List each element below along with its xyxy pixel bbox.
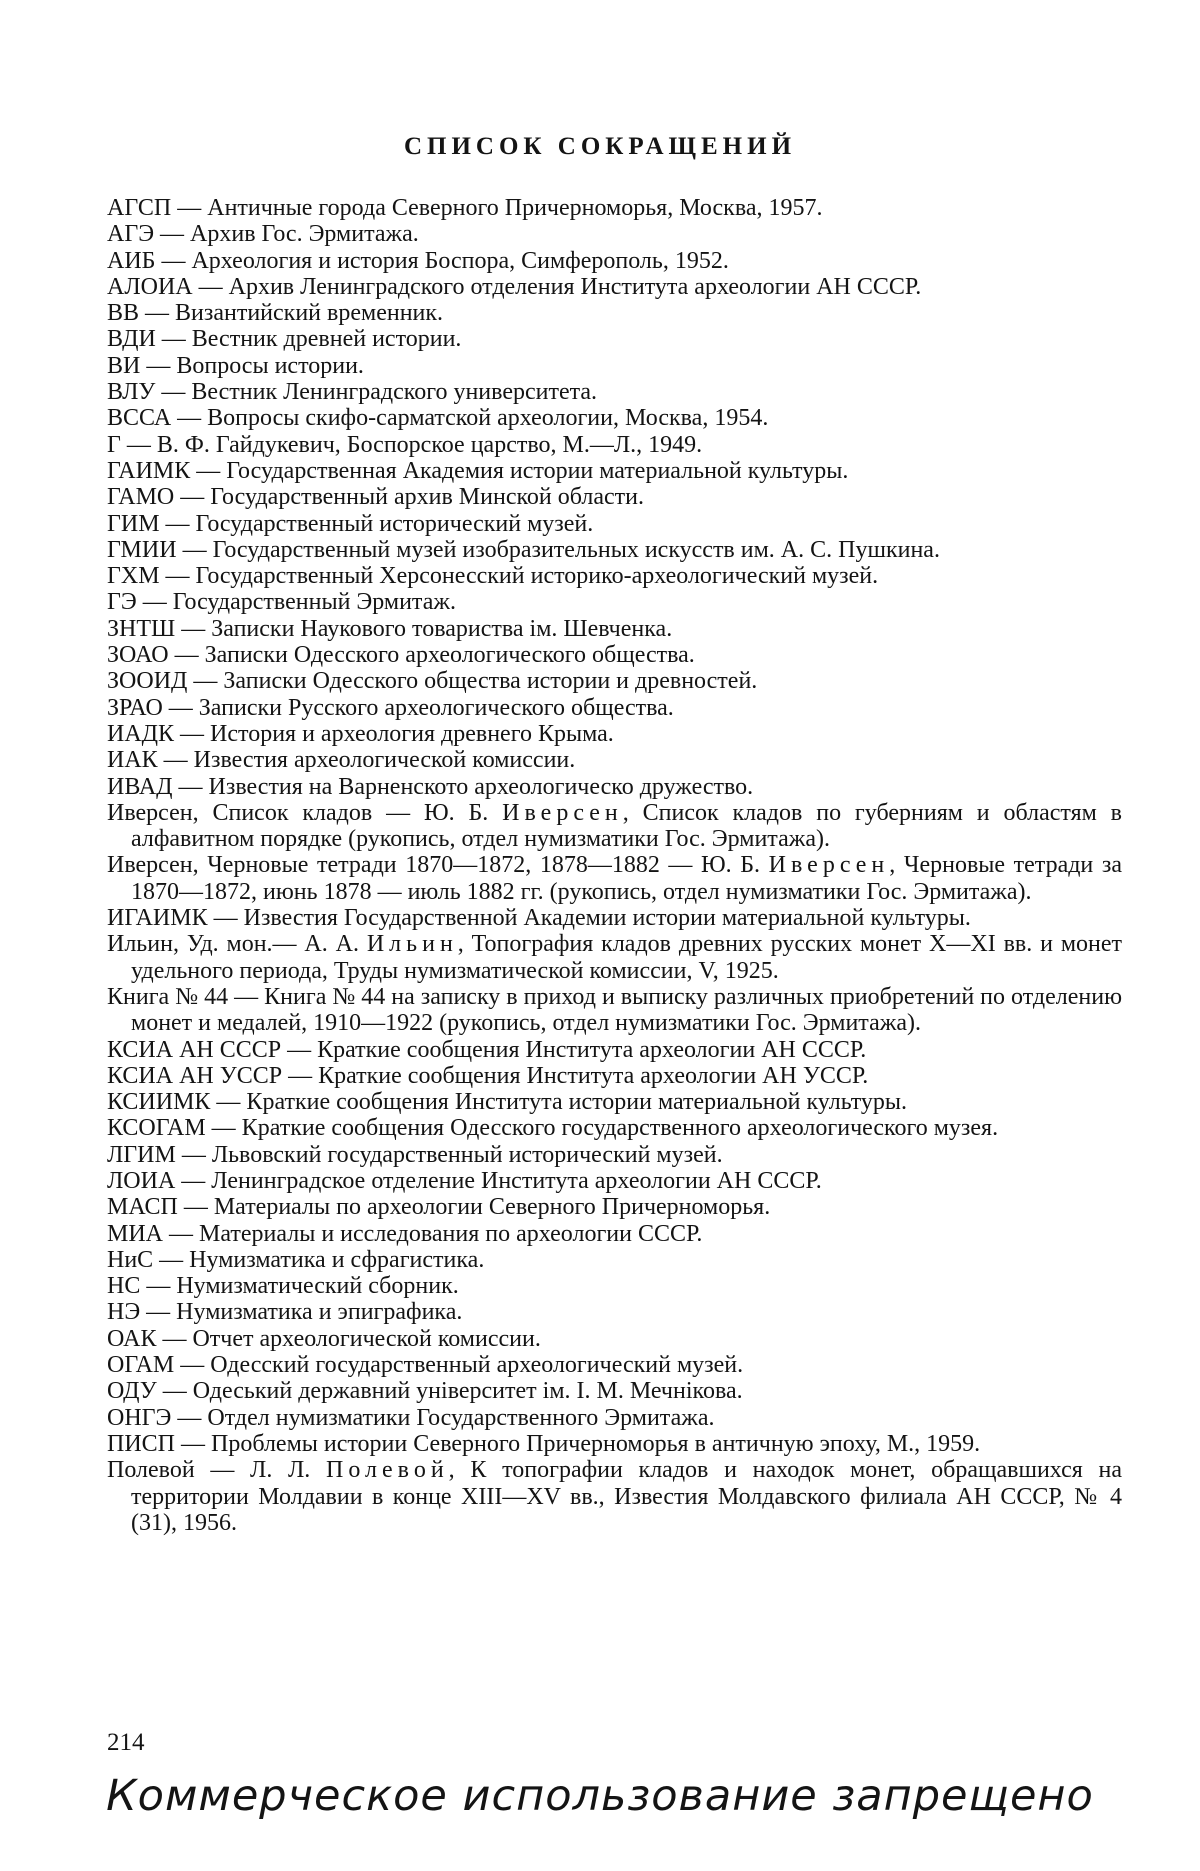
entry-text: ВИ — Вопросы истории. [107,353,364,379]
abbreviation-entry [107,1221,1122,1247]
entry-text: ЗНТШ — Записки Наукового товариства ім. Шевченка. [107,616,672,642]
abbreviation-entry [107,1037,1122,1063]
abbreviation-entry [107,1089,1122,1115]
entry-text: ИАДК — История и археология древнего Крыма. [107,721,614,747]
entry-text: ИАК — Известия археологической комиссии. [107,747,575,773]
abbreviation-entry [107,616,1122,642]
entry-text: НиС — Нумизматика и сфрагистика. [107,1247,484,1273]
entry-text: ГИМ — Государственный исторический музей. [107,511,593,537]
abbreviation-entry [107,537,1122,563]
abbreviation-entry [107,484,1122,510]
abbreviation-entry [107,1431,1122,1457]
entry-text-continued: , Черновые тетради за 1870—1872, июнь 1878 — июль 1882 гг. (рукопись, отдел нумизматики Гос. Эрмитажа). [131,852,1122,904]
abbreviation-entry [107,1063,1122,1089]
abbreviation-entry [107,589,1122,615]
entry-author-name: Ильин [367,931,458,957]
entry-text-continued: , Топография кладов древних русских монет X—XI вв. и монет удельного периода, Труды нумизматической комиссии, V, 1925. [131,931,1122,983]
abbreviation-entry [107,1457,1122,1536]
entry-text: ГАМО — Государственный архив Минской области. [107,484,644,510]
entry-text: ПИСП — Проблемы истории Северного Причерноморья в античную эпоху, М., 1959. [107,1431,980,1457]
entry-author-name: Иверсен [502,800,623,826]
entry-text-continued: , К топографии кладов и находок монет, обращавшихся на территории Молдавии в конце XIII—XV вв., Известия Молдавского филиала АН СССР, № 4 (31), 1956. [131,1457,1122,1536]
abbreviation-entry [107,642,1122,668]
entry-text: ОАК — Отчет археологической комиссии. [107,1326,541,1352]
entry-text: ЛОИА — Ленинградское отделение Института археологии АН СССР. [107,1168,822,1194]
abbreviation-entry [107,905,1122,931]
abbreviation-entry [107,1378,1122,1404]
entry-text: НЭ — Нумизматика и эпиграфика. [107,1299,462,1325]
entry-text: ВЛУ — Вестник Ленинградского университета. [107,379,597,405]
abbreviation-entry [107,1194,1122,1220]
abbreviation-entry [107,852,1122,905]
abbreviation-entry [107,353,1122,379]
abbreviation-entry [107,511,1122,537]
abbreviation-entry [107,300,1122,326]
entry-text: МАСП — Материалы по археологии Северного Причерноморья. [107,1194,770,1220]
abbreviation-entry [107,747,1122,773]
abbreviation-entry [107,695,1122,721]
abbreviation-entry [107,458,1122,484]
entry-text: ИВАД — Известия на Варненското археологическо дружество. [107,774,753,800]
entry-text: АГЭ — Архив Гос. Эрмитажа. [107,221,419,247]
abbreviation-entry [107,984,1122,1037]
entry-text: ГХМ — Государственный Херсонесский историко-археологический музей. [107,563,878,589]
abbreviation-entry [107,1247,1122,1273]
abbreviation-entry [107,1115,1122,1141]
abbreviation-entry [107,563,1122,589]
abbreviation-entry [107,1168,1122,1194]
entry-text: Книга № 44 — Книга № 44 на записку в приход и выписку различных приобретений по отделению монет и медалей, 1910—1922 (рукопись, отдел нумизматики Гос. Эрмитажа). [107,984,1122,1036]
abbreviation-entry [107,800,1122,853]
entry-text-continued: , Список кладов по губерниям и областям в алфавитном порядке (рукопись, отдел нумизматики Гос. Эрмитажа). [131,800,1122,852]
entry-author-name: Иверсен [769,852,890,878]
document-page [0,0,1200,1871]
entry-text: Полевой — Л. Л. [107,1457,326,1483]
abbreviation-entry [107,931,1122,984]
abbreviation-entry [107,774,1122,800]
entry-text: ГАИМК — Государственная Академия истории материальной культуры. [107,458,848,484]
abbreviation-entry [107,1326,1122,1352]
entry-text: ОНГЭ — Отдел нумизматики Государственного Эрмитажа. [107,1405,714,1431]
entry-text: ВССА — Вопросы скифо-сарматской археологии, Москва, 1954. [107,405,768,431]
entry-text: Ильин, Уд. мон.— А. А. [107,931,367,957]
entry-text: ВВ — Византийский временник. [107,300,443,326]
abbreviation-entry [107,274,1122,300]
abbreviation-entry [107,1273,1122,1299]
entry-text: КСИА АН УССР — Краткие сообщения Института археологии АН УССР. [107,1063,868,1089]
abbreviation-entry [107,326,1122,352]
entry-text: ЗОАО — Записки Одесского археологического общества. [107,642,695,668]
entry-text: ИГАИМК — Известия Государственной Академии истории материальной культуры. [107,905,971,931]
abbreviation-entry [107,1352,1122,1378]
entry-text: АЛОИА — Архив Ленинградского отделения Института археологии АН СССР. [107,274,921,300]
entry-text: Г — В. Ф. Гайдукевич, Боспорское царство, М.—Л., 1949. [107,432,702,458]
entry-text: КСИА АН СССР — Краткие сообщения Института археологии АН СССР. [107,1037,866,1063]
abbreviation-entry [107,1142,1122,1168]
abbreviation-entry [107,195,1122,221]
entry-author-name: Полевой [326,1457,449,1483]
entry-text: Иверсен, Список кладов — Ю. Б. [107,800,502,826]
entry-text: КСОГАМ — Краткие сообщения Одесского государственного археологического музея. [107,1115,998,1141]
entry-text: ГМИИ — Государственный музей изобразительных искусств им. А. С. Пушкина. [107,537,940,563]
abbreviation-entry [107,405,1122,431]
entry-text: ЛГИМ — Львовский государственный исторический музей. [107,1142,723,1168]
page-number: 214 [107,1729,145,1757]
abbreviation-list [107,195,1122,1536]
watermark-text: Коммерческое использование запрещено [0,1771,1200,1821]
entry-text: ОГАМ — Одесский государственный археологический музей. [107,1352,743,1378]
abbreviation-entry [107,1299,1122,1325]
abbreviation-entry [107,1405,1122,1431]
entry-text: ГЭ — Государственный Эрмитаж. [107,589,456,615]
entry-text: ОДУ — Одеський державний університет ім. І. М. Мечнікова. [107,1378,743,1404]
abbreviation-entry [107,721,1122,747]
entry-text: АГСП — Античные города Северного Причерноморья, Москва, 1957. [107,195,823,221]
abbreviation-entry [107,248,1122,274]
page-title: СПИСОК СОКРАЩЕНИЙ [0,133,1200,161]
entry-text: КСИИМК — Краткие сообщения Института истории материальной культуры. [107,1089,907,1115]
entry-text: НС — Нумизматический сборник. [107,1273,459,1299]
abbreviation-entry [107,432,1122,458]
entry-text: Иверсен, Черновые тетради 1870—1872, 1878—1882 — Ю. Б. [107,852,769,878]
entry-text: ЗРАО — Записки Русского археологического общества. [107,695,674,721]
entry-text: ВДИ — Вестник древней истории. [107,326,461,352]
abbreviation-entry [107,379,1122,405]
entry-text: МИА — Материалы и исследования по археологии СССР. [107,1221,702,1247]
abbreviation-entry [107,221,1122,247]
abbreviation-entry [107,668,1122,694]
entry-text: АИБ — Археология и история Боспора, Симферополь, 1952. [107,248,729,274]
entry-text: ЗООИД — Записки Одесского общества истории и древностей. [107,668,757,694]
